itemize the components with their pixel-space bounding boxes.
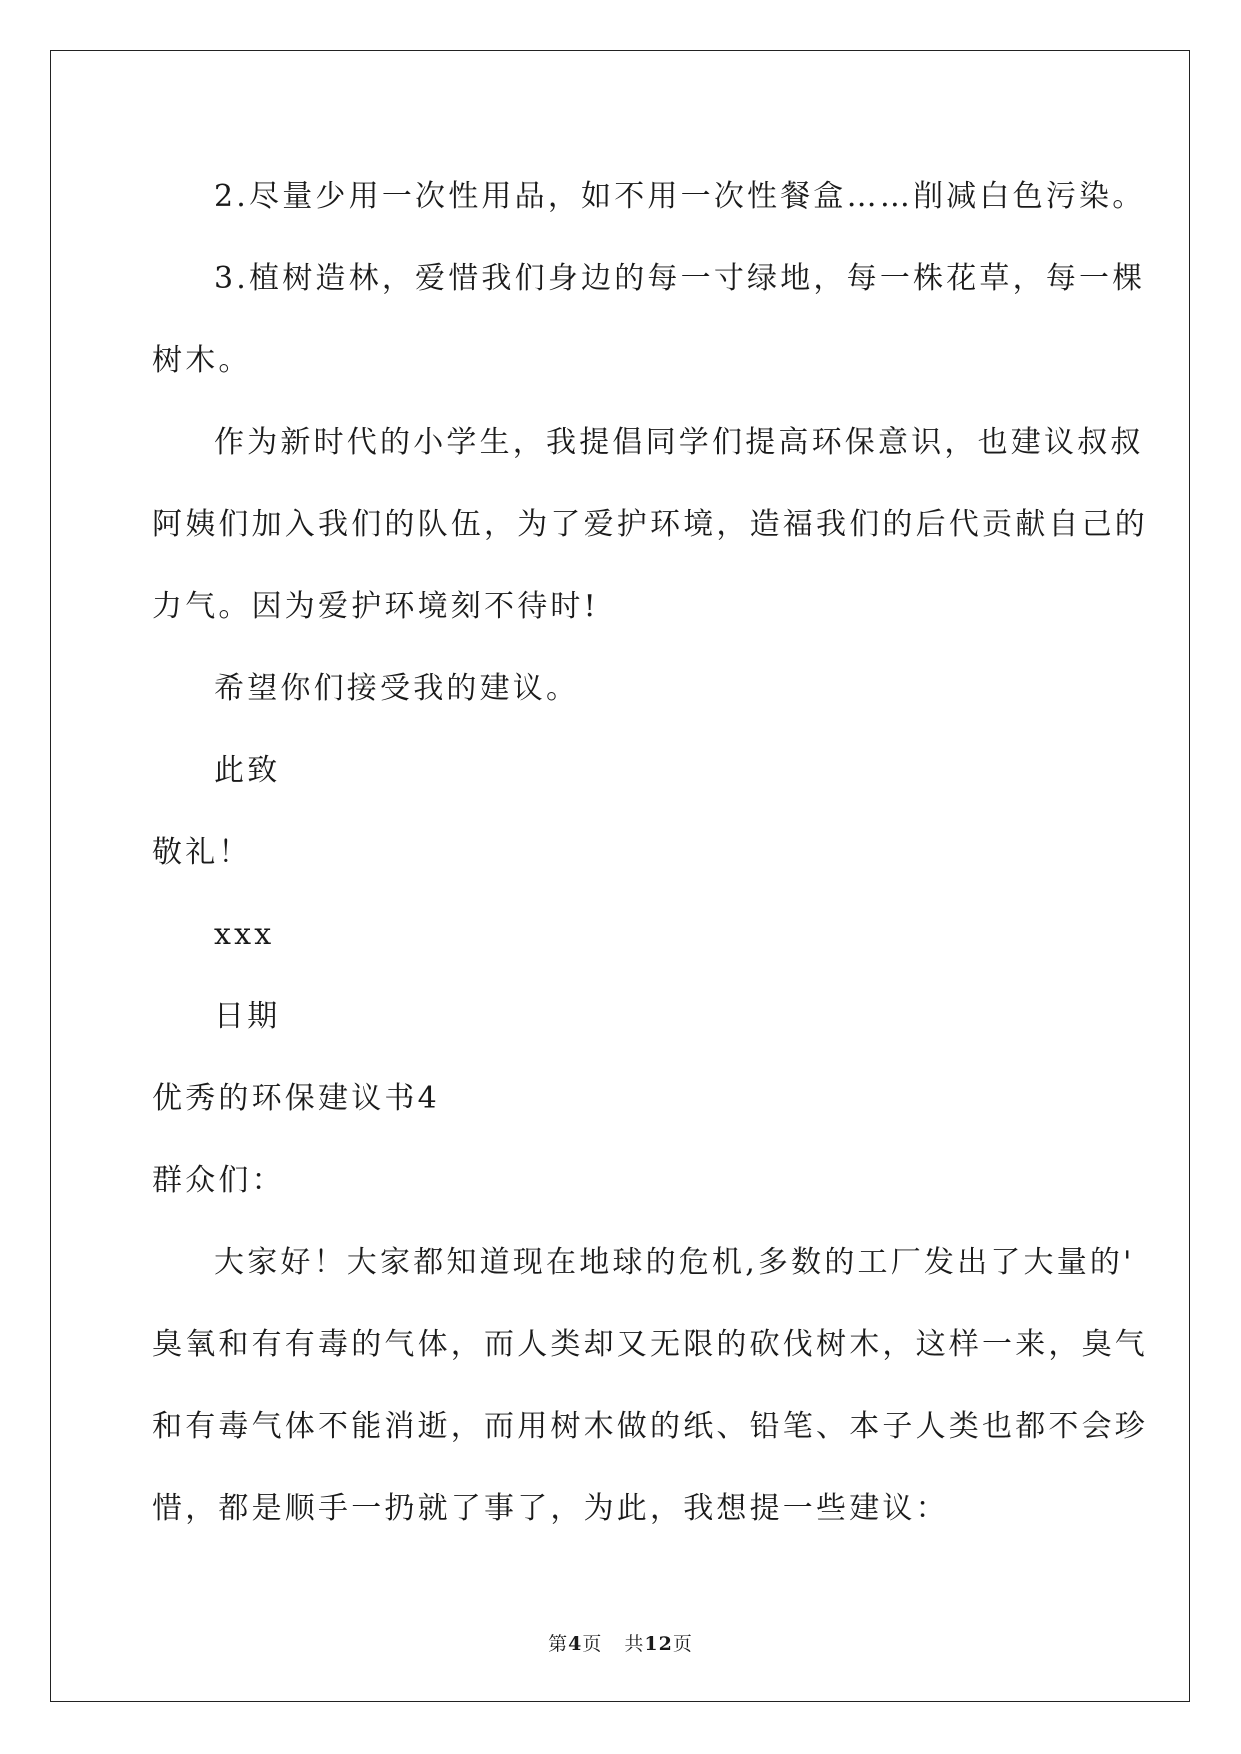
paragraph-line: 2.尽量少用一次性用品，如不用一次性餐盒……削减白色污染。 [214,179,1146,214]
total-suffix: 页 [672,1633,693,1655]
paragraph-line: 和有毒气体不能消逝，而用树木做的纸、铅笔、本子人类也都不会珍 [152,1409,1148,1444]
paragraph-line: 希望你们接受我的建议。 [214,671,580,706]
total-prefix: 共 [624,1633,645,1655]
closing-salutation: 此致 [214,753,281,788]
greeting: 群众们： [152,1163,285,1198]
paragraph-line: 臭氧和有有毒的气体，而人类却又无限的砍伐树木，这样一来，臭气 [152,1327,1148,1362]
closing-respect: 敬礼！ [152,835,252,870]
paragraph-line: 力气。因为爱护环境刻不待时! [152,589,599,624]
signature-date: 日期 [214,999,281,1034]
page-suffix: 页 [582,1633,603,1655]
paragraph-line: 树木。 [152,343,252,378]
signature-name: xxx [214,917,275,952]
paragraph-line: 作为新时代的小学生，我提倡同学们提高环保意识，也建议叔叔 [214,425,1144,460]
paragraph-line: 惜，都是顺手一扔就了事了，为此，我想提一些建议： [152,1491,949,1526]
page-prefix: 第 [548,1633,569,1655]
page-number: 4 [568,1633,583,1655]
paragraph-line: 阿姨们加入我们的队伍，为了爱护环境，造福我们的后代贡献自己的 [152,507,1148,542]
paragraph-line: 3.植树造林，爱惜我们身边的每一寸绿地，每一株花草，每一棵 [214,261,1146,296]
document-body [152,156,1148,1550]
page-footer [0,1632,1241,1656]
section-title: 优秀的环保建议书4 [152,1081,440,1116]
paragraph-line: 大家好！大家都知道现在地球的危机,多数的工厂发出了大量的' [214,1245,1135,1280]
total-pages: 12 [644,1633,673,1655]
